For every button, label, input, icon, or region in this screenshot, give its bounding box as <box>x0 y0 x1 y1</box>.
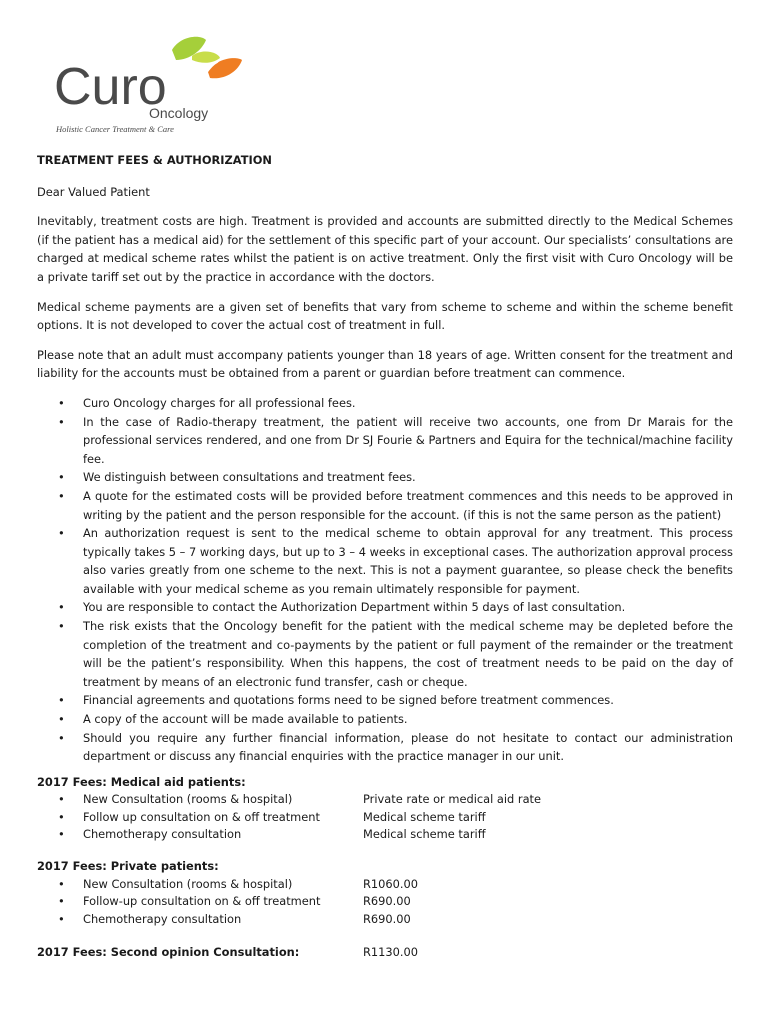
fee-value: R1060.00 <box>363 876 419 891</box>
private-fees-list <box>37 876 733 928</box>
second-opinion-label: 2017 Fees: Second opinion Consultation: <box>37 944 300 959</box>
fee-label: Chemotherapy consultation <box>83 911 242 926</box>
fee-label: Follow-up consultation on & off treatment <box>83 894 321 909</box>
medical-aid-fees-list <box>37 791 733 843</box>
brand-text: Curo <box>54 58 167 116</box>
private-fees-heading: 2017 Fees: Private patients: <box>37 859 219 874</box>
list-item: • In the case of Radio-therapy treatment, the patient will receive two accounts, one from Dr Marais for the professional services rendered, and one from Dr SJ Fourie & Partners and Equira for the technical/machine facility fee. <box>58 414 733 466</box>
fee-row <box>37 911 733 928</box>
fee-row <box>37 826 733 843</box>
fee-label: Chemotherapy consultation <box>83 827 242 841</box>
fee-row <box>37 809 733 826</box>
fee-row <box>37 791 733 808</box>
bullet-icon: • <box>58 488 65 503</box>
tagline-text: Holistic Cancer Treatment & Care <box>56 124 174 134</box>
fee-label: New Consultation (rooms & hospital) <box>83 792 293 807</box>
fee-value: R690.00 <box>363 911 411 926</box>
document-title: TREATMENT FEES & AUTHORIZATION <box>37 153 272 167</box>
green-leaf-small-icon <box>192 52 220 63</box>
fee-label: Follow up consultation on & off treatment <box>83 809 320 824</box>
list-item: • Should you require any further financial information, please do not hesitate to contact our administration department or discuss any financial enquiries with the practice manager in our unit. <box>58 730 733 764</box>
list-item: • We distinguish between consultations and treatment fees. <box>37 468 733 487</box>
fee-row <box>37 876 733 893</box>
paragraph-minors: Please note that an adult must accompany patients younger than 18 years of age. Written consent for the treatment and liability for the accounts must be obtained from a parent or guardian before treatment can commence. <box>37 347 733 381</box>
bullet-icon: • <box>58 414 65 429</box>
bullet-icon: • <box>58 876 65 891</box>
paragraph-scheme-payments: Medical scheme payments are a given set of benefits that vary from scheme to scheme and within the scheme benefit options. It is not developed to cover the actual cost of treatment in full. <box>37 299 733 333</box>
list-item: • You are responsible to contact the Authorization Department within 5 days of last consultation. <box>37 598 733 617</box>
policy-bullet-list <box>37 394 733 766</box>
list-item: • An authorization request is sent to the medical scheme to obtain approval for any treatment. This process typically takes 5 – 7 working days, but up to 3 – 4 weeks in exceptional cases. The authorization approval process also varies greatly from one scheme to the next. This is not a payment guarantee, so please check the benefits available with your medical scheme as you remain ultimately responsible for payment. <box>58 526 733 596</box>
bullet-icon: • <box>58 809 65 824</box>
fee-value: Medical scheme tariff <box>363 827 486 841</box>
second-opinion-value: R1130.00 <box>363 944 419 959</box>
logo-graphic <box>52 34 252 138</box>
bullet-icon: • <box>58 911 65 926</box>
bullet-icon: • <box>58 600 65 615</box>
curo-oncology-logo <box>52 34 252 138</box>
list-item: • Financial agreements and quotations forms need to be signed before treatment commences. <box>37 691 733 710</box>
bullet-icon: • <box>58 693 65 708</box>
bullet-icon: • <box>58 395 65 410</box>
list-item: • Curo Oncology charges for all professional fees. <box>37 394 733 413</box>
bullet-icon: • <box>58 619 65 634</box>
second-opinion-fee-row <box>37 943 733 961</box>
sub-brand-text: Oncology <box>149 105 209 121</box>
list-item: • The risk exists that the Oncology benefit for the patient with the medical scheme may be depleted before the completion of the treatment and co-payments by the patient or full payment of the remainder or the treatment will be the patient’s responsibility. When this happens, the cost of treatment needs to be paid on the day of treatment by means of an electronic fund transfer, cash or cheque. <box>58 619 733 689</box>
fee-value: Medical scheme tariff <box>363 809 486 824</box>
list-item: • A copy of the account will be made available to patients. <box>37 710 733 729</box>
bullet-icon: • <box>58 470 65 485</box>
bullet-icon: • <box>58 730 65 745</box>
bullet-icon: • <box>58 526 65 541</box>
fee-label: New Consultation (rooms & hospital) <box>83 876 293 891</box>
salutation: Dear Valued Patient <box>37 184 150 199</box>
fee-row <box>37 893 733 910</box>
bullet-icon: • <box>58 827 65 841</box>
fee-value: R690.00 <box>363 894 411 909</box>
fee-value: Private rate or medical aid rate <box>363 792 542 807</box>
paragraph-costs: Inevitably, treatment costs are high. Treatment is provided and accounts are submitted directly to the Medical Schemes (if the patient has a medical aid) for the settlement of this specific part of your account. Our specialists’ consultations are charged at medical scheme rates whilst the patient is on active treatment. Only the first visit with Curo Oncology will be a private tariff set out by the practice in accordance with the doctors. <box>37 214 733 284</box>
medical-aid-fees-heading: 2017 Fees: Medical aid patients: <box>37 774 246 789</box>
bullet-icon: • <box>58 792 65 807</box>
bullet-icon: • <box>58 712 65 727</box>
bullet-icon: • <box>58 894 65 909</box>
document-body <box>37 151 733 961</box>
list-item: • A quote for the estimated costs will be provided before treatment commences and this needs to be approved in writing by the patient and the person responsible for the account. (if this is not the same person as the patient) <box>58 488 733 522</box>
